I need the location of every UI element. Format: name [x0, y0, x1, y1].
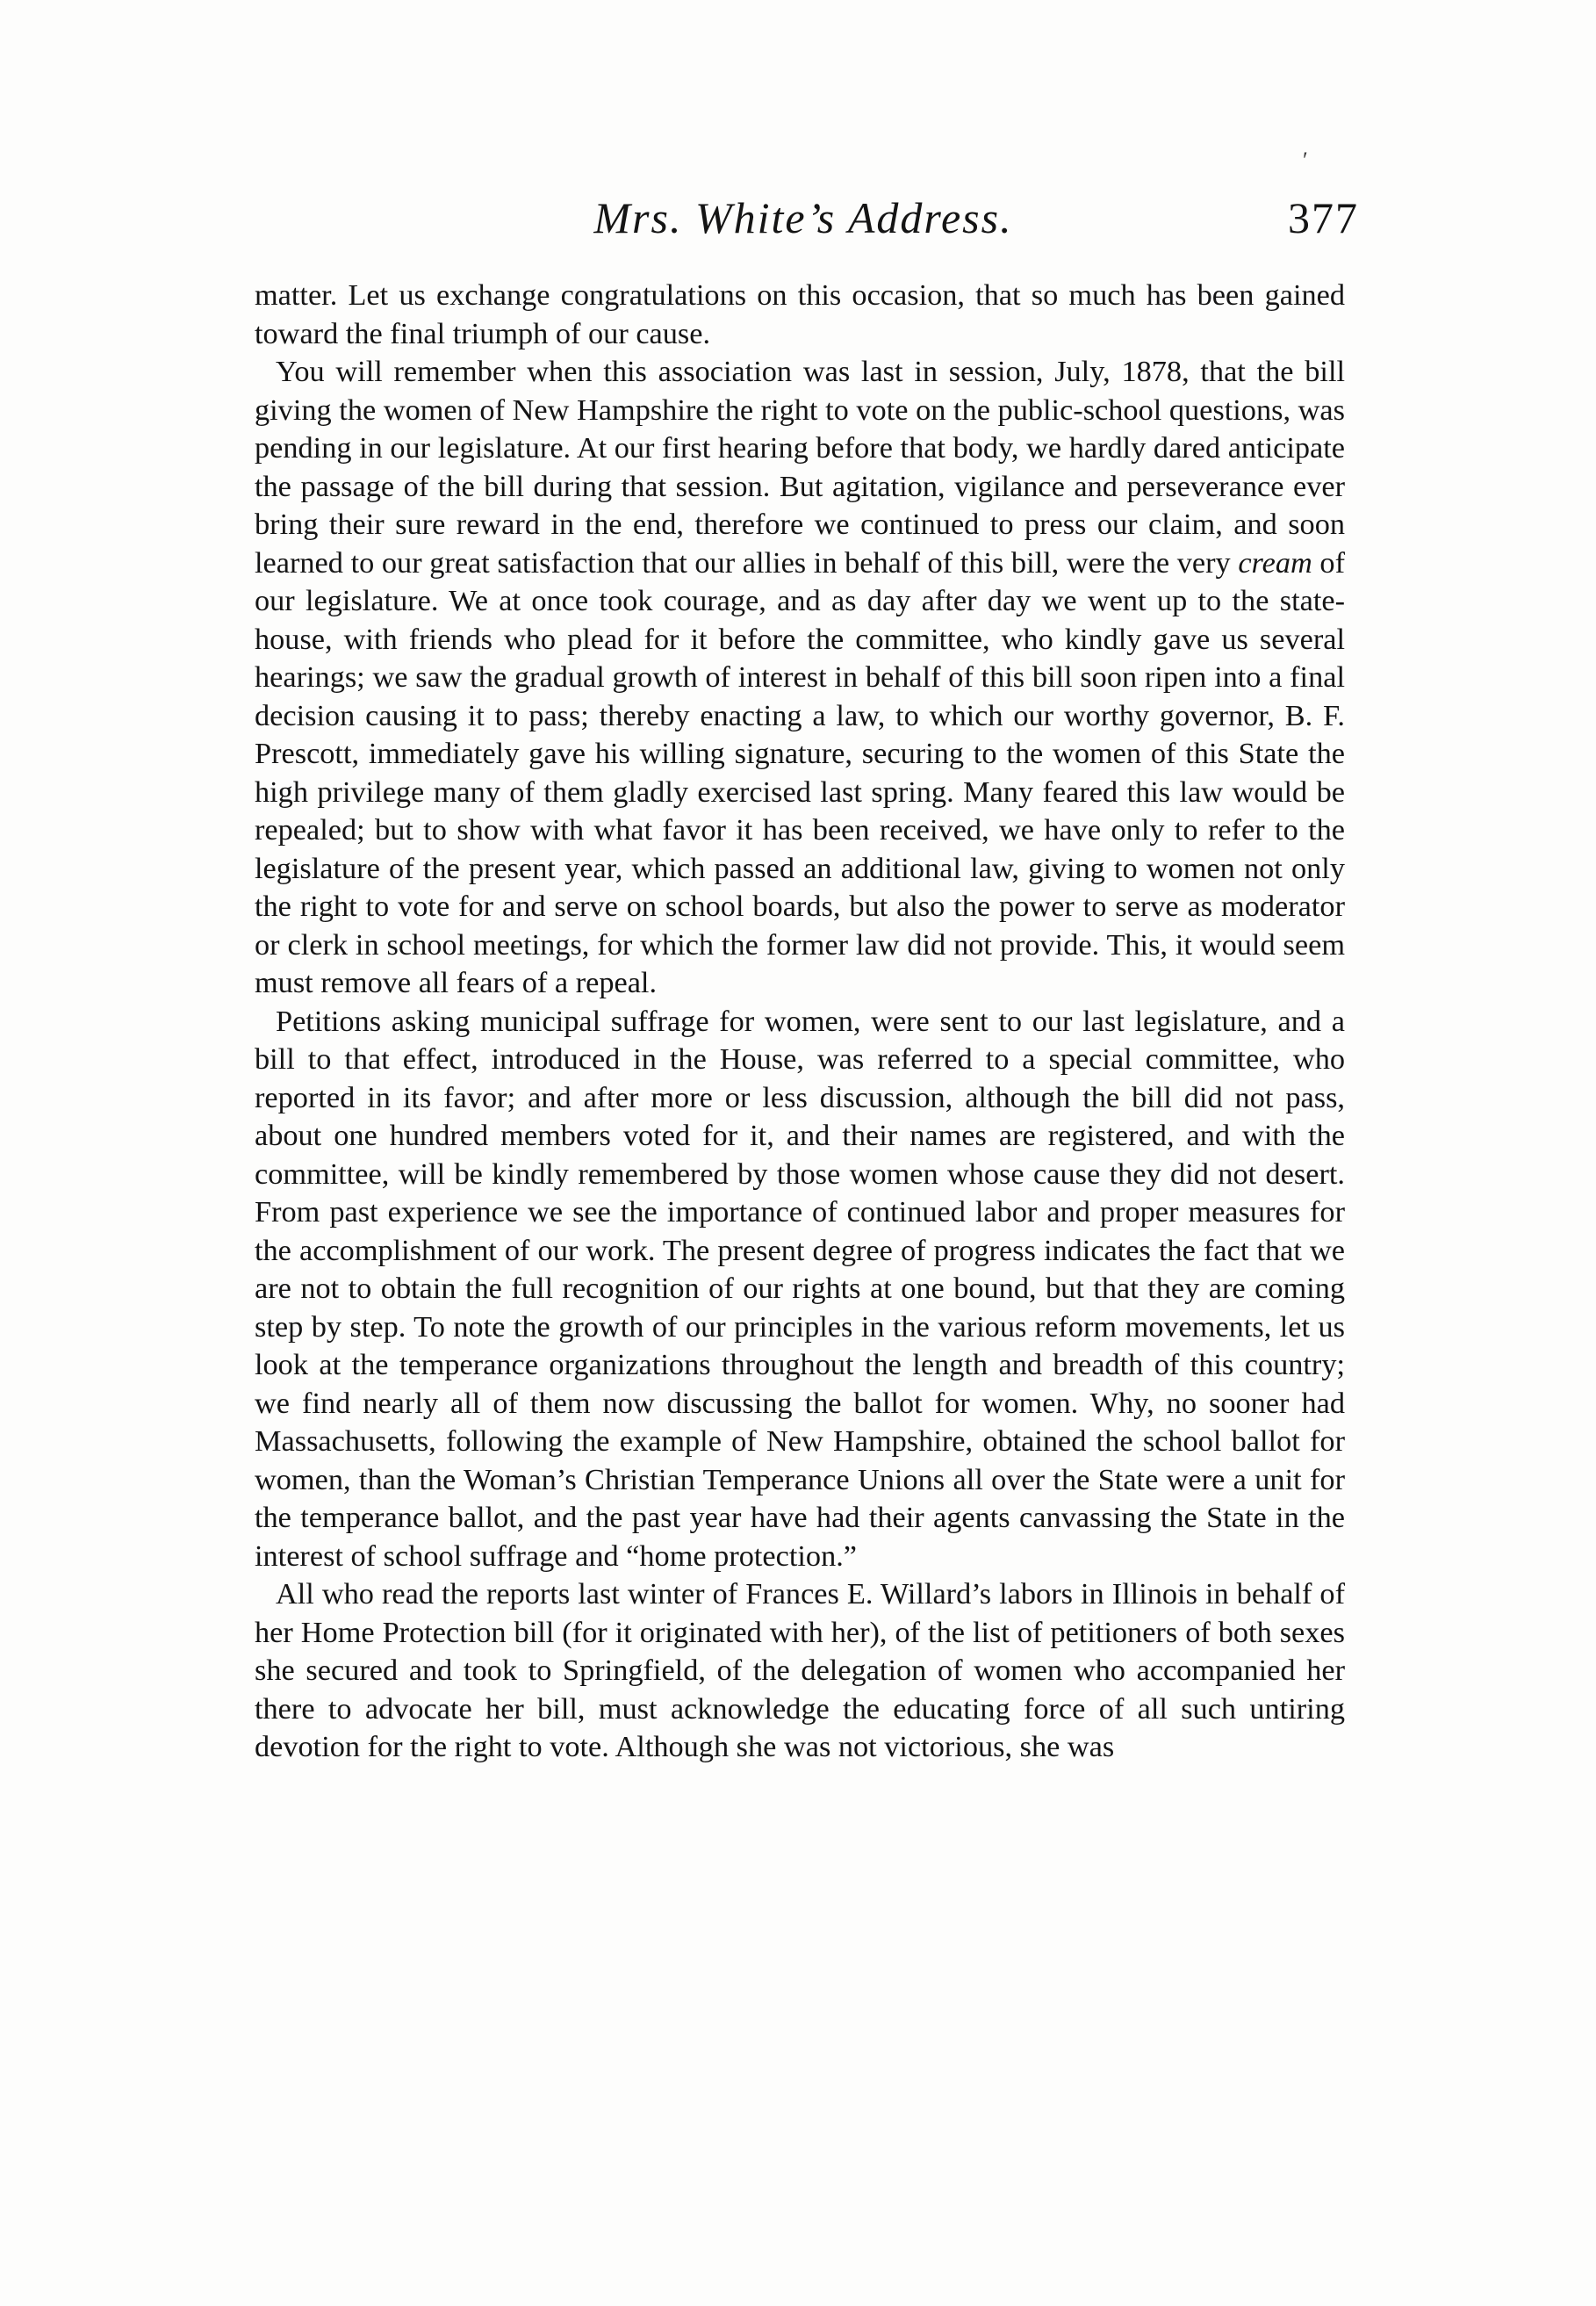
corner-mark: ′ [1303, 148, 1308, 173]
body-text [255, 277, 1345, 1767]
running-head [255, 191, 1359, 253]
paragraph-1: matter. Let us exchange congratulations on this occasion, that so much has been gained toward the final triumph of our cause. [255, 278, 1345, 350]
paragraph-3: Petitions asking municipal suffrage for women, were sent to our last legislature, and a bill to that effect, introduced in the House, was referred to a special committee, who reported in its favor; and after more or less discussion, although the bill did not pass, about one hundred members voted for it, and their names are registered, and with the committee, will be kindly remembered by those women whose cause they did not desert. From past experience we see the importance of continued labor and proper measures for the accomplishment of our work. The present degree of progress indicates the fact that we are not to obtain the full recognition of our rights at one bound, but that they are coming step by step. To note the growth of our principles in the various reform movements, let us look at the temperance organizations throughout the length and breadth of this country; we find nearly all of them now discussing the ballot for women. Why, no sooner had Massachusetts, following the example of New Hampshire, obtained the school ballot for women, than the Woman’s Christian Temperance Unions all over the State were a unit for the temperance ballot, and the past year have had their agents canvassing the State in the interest of school suffrage and “home protection.” [255, 1004, 1345, 1573]
paragraph-4: All who read the reports last winter of Frances E. Willard’s labors in Illinois in behalf of her Home Protection bill (for it originated with her), of the list of petitioners of both sexes she secured and took to Springfield, of the delegation of women who accompanied her there to advocate her bill, must acknowledge the educating force of all such untiring devotion for the right to vote. Although she was not victorious, she was [255, 1577, 1345, 1763]
paragraph-2-text-after: of our legislature. We at once took courage, and as day after day we went up to the state-house, with friends who plead for it before the committee, who kindly gave us several hearings; we saw the gradual growth of interest in behalf of this bill soon ripen into a final decision causing it to pass; thereby enacting a law, to which our worthy governor, B. F. Prescott, immediately gave his willing signature, securing to the women of this State the high privilege many of them gladly exercised last spring. Many feared this law would be repealed; but to show with what favor it has been received, we have only to refer to the legislature of the present year, which passed an additional law, giving to women not only the right to vote for and serve on school boards, but also the power to serve as moderator or clerk in school meetings, for which the former law did not provide. This, it would seem must remove all fears of a repeal. [255, 545, 1345, 999]
paragraph-2-text-before: You will remember when this association was last in session, July, 1878, that the bill giving the women of New Hampshire the right to vote on the public-school questions, was pending in our legislature. At our first hearing before that body, we hardly dared anticipate the passage of the bill during that session. But agitation, vigilance and perseverance ever bring their sure reward in the end, therefore we continued to press our claim, and soon learned to our great satisfaction that our allies in behalf of this bill, were the very [255, 355, 1345, 580]
paragraph-2-emphasis: cream [1238, 545, 1312, 580]
paragraph-2 [255, 353, 1345, 1003]
running-title: Mrs. White’s Address. [593, 193, 1013, 242]
page-number: 377 [1288, 193, 1359, 242]
